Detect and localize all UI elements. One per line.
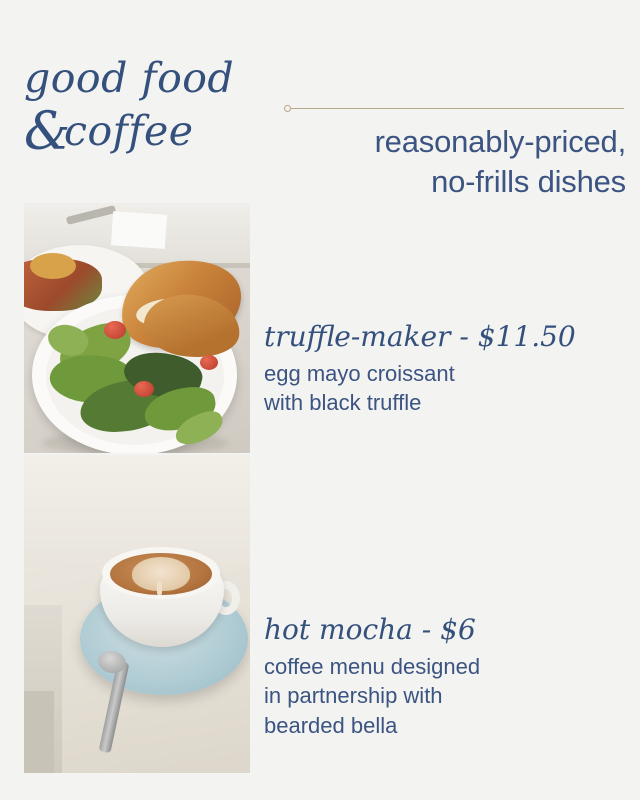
menu-item-truffle-maker	[264, 322, 640, 418]
menu-item-title	[264, 322, 640, 353]
description-line: with black truffle	[264, 390, 422, 416]
divider-dot-icon	[284, 105, 291, 112]
menu-item-name: truffle-maker	[264, 320, 451, 353]
description-line: in partnership with	[264, 683, 443, 709]
latte-art-stem	[157, 581, 162, 595]
brand-ampersand: &	[24, 102, 71, 162]
napkin	[111, 211, 167, 249]
tagline	[246, 122, 626, 203]
tagline-line-1: reasonably-priced,	[374, 124, 626, 159]
header-divider	[284, 104, 624, 114]
menu-item-separator: -	[459, 320, 469, 353]
header	[0, 0, 640, 215]
menu-item-separator: -	[421, 613, 432, 646]
cherry-tomato	[134, 381, 154, 397]
description-line: coffee menu designed	[264, 653, 481, 679]
brand-line-1: good food	[24, 54, 235, 102]
tagline-line-2: no-frills dishes	[431, 164, 626, 200]
table-edge-lower	[24, 691, 54, 773]
menu-item-description	[264, 359, 640, 418]
photo-hot-mocha	[24, 455, 250, 773]
menu-item-price: $11.50	[477, 320, 576, 353]
divider-line	[291, 108, 624, 109]
description-line: bearded bella	[264, 712, 398, 738]
photo-salad-croissant	[24, 203, 250, 453]
menu-item-title	[264, 615, 640, 646]
brand-line-2: coffee	[64, 107, 194, 155]
description-line: egg mayo croissant	[264, 360, 455, 386]
cherry-tomato	[104, 321, 126, 339]
background-food-2	[30, 253, 76, 279]
menu-item-name: hot mocha	[264, 613, 413, 646]
menu-item-hot-mocha	[264, 615, 640, 740]
menu-item-description	[264, 652, 640, 740]
menu-item-price: $6	[440, 613, 476, 646]
cherry-tomato	[200, 355, 218, 370]
